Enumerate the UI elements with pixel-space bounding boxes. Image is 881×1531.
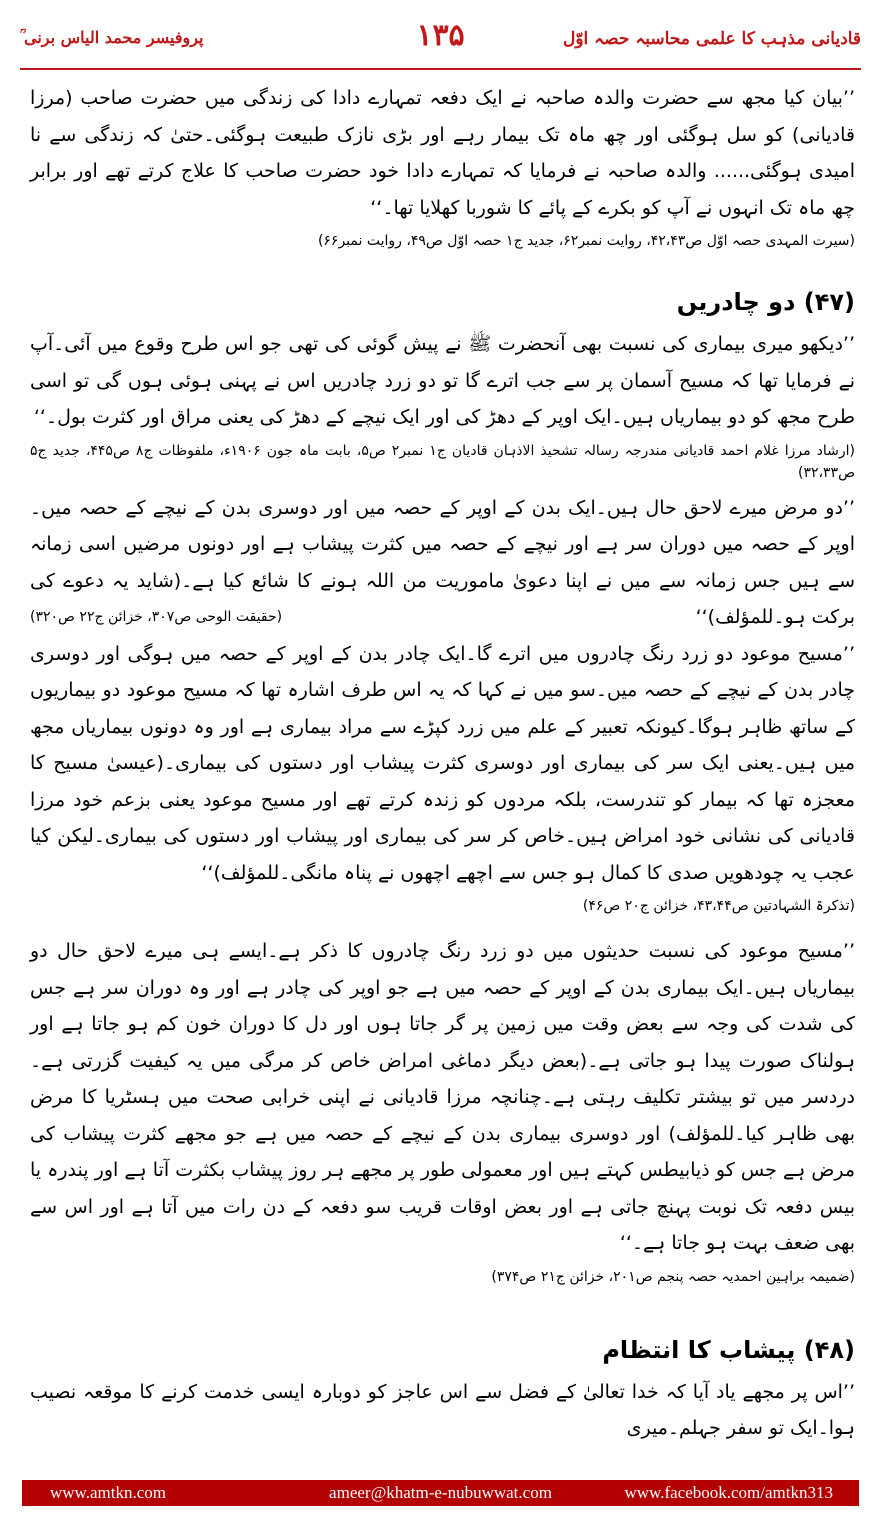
- email-link[interactable]: ameer@khatm-e-nubuwwat.com: [329, 1483, 552, 1502]
- reference-4: (تذکرۃ الشہادتین ص۴۳،۴۴، خزائن ج۲۰ ص۴۶): [582, 898, 855, 914]
- facebook-link[interactable]: www.facebook.com/amtkn313: [624, 1483, 833, 1502]
- reference-2: (ارشاد مرزا غلام احمد قادیانی مندرجہ رسالہ تشحیذ الاذہان قادیان ج۱ نمبر۲ ص۵، بابت ماہ جون ۱۹۰۶ء، ملفوظات ج۸ ص۴۴۵، جدید ج۵ ص۳۲،۳۳): [30, 442, 855, 481]
- reference-5: (ضمیمہ براہین احمدیہ حصہ پنجم ص۲۰۱، خزائن ج۲۱ ص۳۷۴): [491, 1268, 855, 1285]
- page-content: [30, 80, 855, 1447]
- section-heading-47: (۴۷) دو چادریں: [676, 288, 855, 316]
- author-name: پروفیسر محمد الیاس برنی ؒ: [20, 28, 204, 47]
- header-rule: [20, 68, 861, 70]
- quote-paragraph-1: ’’بیان کیا مجھ سے حضرت والدہ صاحبہ نے ایک دفعہ تمہارے دادا کی زندگی میں حضرت صاحب (مرزا قادیانی) کو سل ہوگئی اور چھ ماہ تک بیمار رہے اور بڑی نازک طبیعت ہوگئی۔حتیٰ کہ زندگی سے نا امیدی ہوگئی...... والدہ صاحبہ نے فرمایا کہ تمہارے دادا خود حضرت صاحب کا علاج کرتے تھے اور برابر چھ ماہ تک انہوں نے آپ کو بکرے کے پائے کا شوربا کھلایا تھا۔‘‘: [30, 87, 855, 219]
- page-header: [20, 18, 861, 68]
- quote-paragraph-3-text: ’’دو مرض میرے لاحق حال ہیں۔ایک بدن کے اوپر کے حصہ میں اور دوسری بدن کے نیچے کے حصہ میں۔اوپر کے حصہ میں دوران سر ہے اور نیچے کے حصہ میں کثرت پیشاب ہے اور دونوں مرضیں اسی زمانہ سے ہیں جس زمانہ سے میں نے اپنا دعویٰ ماموریت من اللہ ہونے کا شائع کیا ہے۔(شاید یہ دعوے کی برکت ہو۔للمؤلف)‘‘: [30, 496, 855, 628]
- website-link[interactable]: www.amtkn.com: [50, 1483, 166, 1502]
- quote-paragraph-3: [30, 490, 855, 636]
- quote-paragraph-5: ’’مسیح موعود کی نسبت حدیثوں میں دو زرد رنگ چادروں کا ذکر ہے۔ایسے ہی میرے لاحق حال دو بیماریاں ہیں۔ایک بیماری بدن کے اوپر کے حصہ میں ہے جو اوپر کی چادر ہے اور وہ دوران سر ہے جس کی شدت کی وجہ سے بعض وقت میں زمین پر گر جاتا ہوں اور دل کا دوران خون کم ہو جاتا ہے اور ہولناک صورت پیدا ہو جاتی ہے۔(بعض دیگر دماغی امراض خاص کر مرگی میں یہ کیفیت گزرتی ہے۔دردسر میں تو بیشتر تکلیف رہتی ہے۔چنانچہ مرزا قادیانی نے اپنی خرابی صحت میں ہسٹریا کا مرض بھی ظاہر کیا۔للمؤلف) اور دوسری بیماری بدن کے نیچے کے حصہ میں ہے جو مجھے کثرت پیشاب کی مرض ہے جس کو ذیابیطس کہتے ہیں اور معمولی طور پر مجھے ہر روز پیشاب بکثرت آتا ہے اور پندرہ یا بیس دفعہ تک نوبت پہنچ جاتی ہے اور بعض اوقات قریب سو دفعہ کے دن رات میں آتا ہے اور اس سے بھی ضعف بہت ہو جاتا ہے۔‘‘: [30, 940, 855, 1254]
- section-heading-48: (۴۸) پیشاب کا انتظام: [602, 1335, 855, 1364]
- reference-3: (حقیقت الوحی ص۳۰۷، خزائن ج۲۲ ص۳۲۰): [30, 609, 283, 625]
- page-number: ۱۳۵: [416, 18, 465, 53]
- quote-paragraph-2: ’’دیکھو میری بیماری کی نسبت بھی آنحضرت ﷺ نے پیش گوئی کی تھی جو اس طرح وقوع میں آئی۔آپ نے فرمایا تھا کہ مسیح آسمان پر سے جب اترے گا تو دو زرد چادریں اس نے پہنی ہوئی ہوں گی تو اسی طرح مجھ کو دو بیماریاں ہیں۔ایک اوپر کے دھڑ کی اور ایک نیچے کے دھڑ کی یعنی مراق اور کثرت بول۔‘‘: [30, 333, 855, 428]
- book-title: قادیانی مذہب کا علمی محاسبہ حصہ اوّل: [562, 29, 861, 49]
- reference-1: (سیرت المہدی حصہ اوّل ص۴۲،۴۳، روایت نمبر۶۲، جدید ج۱ حصہ اوّل ص۴۹، روایت نمبر۶۶): [317, 233, 855, 249]
- quote-paragraph-4: ’’مسیح موعود دو زرد رنگ چادروں میں اترے گا۔ایک چادر بدن کے اوپر کے حصہ میں ہوگی اور دوسری چادر بدن کے نیچے کے حصہ میں۔سو میں نے کہا کہ یہ اس طرف اشارہ تھا کہ مسیح موعود دو بیماریوں کے ساتھ ظاہر ہوگا۔کیونکہ تعبیر کے علم میں زرد کپڑے سے مراد بیماری ہے اور وہ دونوں بیماریاں مجھ میں ہیں۔یعنی ایک سر کی بیماری اور دوسری کثرت پیشاب اور دستوں کی بیماری۔(عیسیٰ مسیح کا معجزہ تھا کہ بیمار کو تندرست، بلکہ مردوں کو زندہ کرتے تھے اور مسیح موعود یعنی بزعم خود مرزا قادیانی کی نشانی خود امراض ہیں۔خاص کر سر کی بیماری اور پیشاب اور دستوں کی بیماری۔لیکن کیا عجب یہ چودھویں صدی کا کمال ہو جس سے اچھے اچھوں نے پناہ مانگی۔للمؤلف)‘‘: [30, 642, 855, 884]
- page-footer: [22, 1480, 859, 1506]
- quote-paragraph-6: ’’اس پر مجھے یاد آیا کہ خدا تعالیٰ کے فضل سے اس عاجز کو دوبارہ ایسی خدمت کرنے کا موقعہ نصیب ہوا۔ایک تو سفر جہلم۔میری: [30, 1380, 855, 1439]
